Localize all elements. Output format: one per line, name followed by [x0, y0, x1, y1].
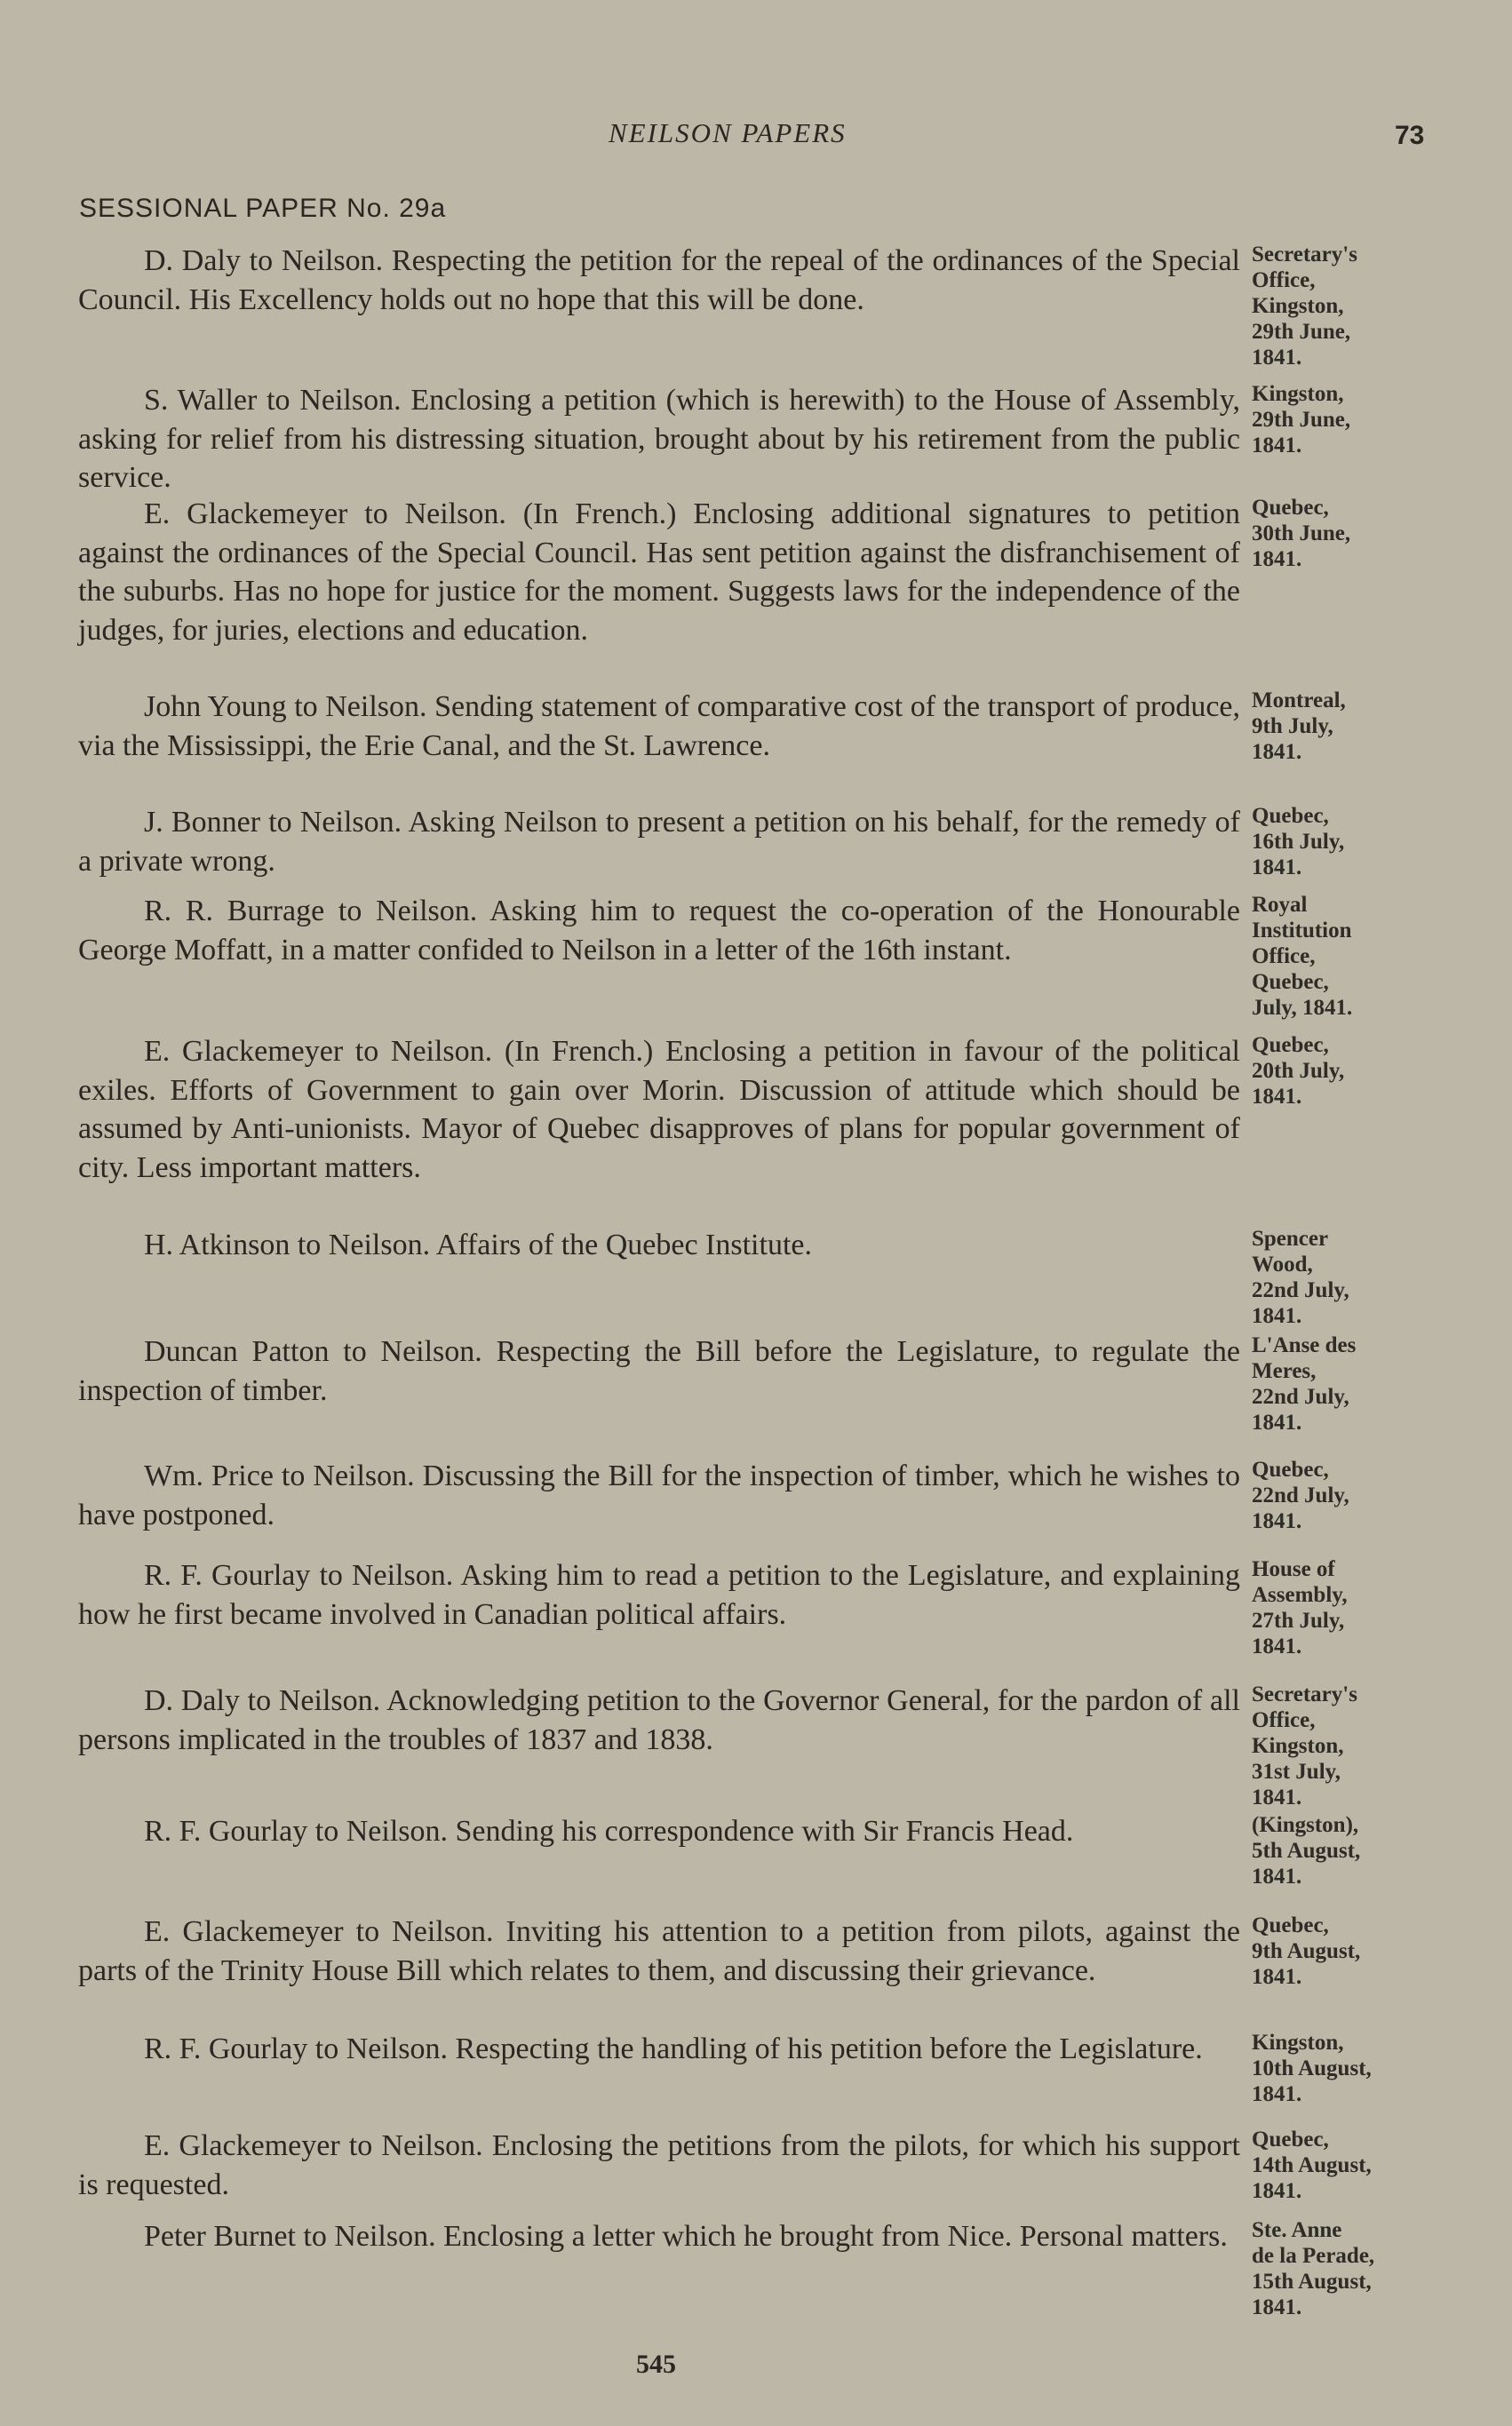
- side-line: 22nd July,: [1252, 1483, 1349, 1507]
- side-line: 30th June,: [1252, 521, 1351, 545]
- side-line: 1841.: [1252, 2082, 1302, 2106]
- side-line: Secretary's: [1252, 243, 1357, 266]
- side-line: 29th June,: [1252, 320, 1351, 344]
- entry-place-date: [1252, 688, 1465, 765]
- side-line: 1841.: [1252, 547, 1302, 571]
- side-line: 14th August,: [1252, 2153, 1372, 2177]
- side-line: Quebec,: [1252, 970, 1329, 994]
- side-line: Assembly,: [1252, 1583, 1348, 1607]
- side-line: Wood,: [1252, 1253, 1313, 1277]
- entry-place-date: [1252, 1812, 1465, 1889]
- side-line: L'Anse des: [1252, 1333, 1357, 1357]
- side-line: 1841.: [1252, 1865, 1302, 1889]
- side-line: Secretary's: [1252, 1682, 1357, 1706]
- side-line: 1841.: [1252, 1411, 1302, 1435]
- side-line: 1841.: [1252, 740, 1302, 764]
- entry-text: John Young to Neilson. Sending statement of comparative cost of the transport of produce, via the Mississippi, the Erie Canal, and the St. Lawrence.: [78, 690, 1240, 762]
- side-line: 22nd July,: [1252, 1278, 1349, 1302]
- entry-text: J. Bonner to Neilson. Asking Neilson to present a petition on his behalf, for the remedy of a private wrong.: [78, 806, 1240, 878]
- side-line: Quebec,: [1252, 1913, 1329, 1937]
- entry-text: H. Atkinson to Neilson. Affairs of the Quebec Institute.: [144, 1229, 812, 1261]
- side-line: Kingston,: [1252, 2031, 1344, 2055]
- side-line: Spencer: [1252, 1227, 1329, 1251]
- side-line: 9th July,: [1252, 714, 1333, 738]
- entry-place-date: [1252, 1332, 1465, 1436]
- side-line: 1841.: [1252, 2295, 1302, 2319]
- side-line: 1841.: [1252, 346, 1302, 370]
- side-line: 9th August,: [1252, 1939, 1361, 1963]
- side-line: Office,: [1252, 1708, 1316, 1732]
- side-line: 29th June,: [1252, 408, 1351, 432]
- entry-place-date: [1252, 381, 1465, 458]
- running-head: [0, 117, 1512, 158]
- sessional-paper-label: SESSIONAL PAPER No. 29a: [79, 194, 447, 223]
- side-line: Kingston,: [1252, 294, 1344, 318]
- entry-text: Peter Burnet to Neilson. Enclosing a letter which he brought from Nice. Personal matters.: [144, 2220, 1228, 2253]
- side-line: 22nd July,: [1252, 1385, 1349, 1409]
- entry-place-date: [1252, 1457, 1465, 1534]
- entry-place-date: [1252, 892, 1465, 1021]
- entry-text: E. Glackemeyer to Neilson. Enclosing the petitions from the pilots, for which his support is requested.: [78, 2129, 1240, 2201]
- entry-text: E. Glackemeyer to Neilson. (In French.) Enclosing additional signatures to petition against the ordinances of the Special Council. Has sent petition against the disfranchisement of the suburbs. Has no hope for justice for the moment. Suggests laws for the independence of the judges, for juries, elections and education.: [78, 497, 1240, 647]
- side-line: 1841.: [1252, 2179, 1302, 2203]
- side-line: Ste. Anne: [1252, 2218, 1342, 2242]
- side-line: Institution: [1252, 919, 1352, 943]
- side-line: 1841.: [1252, 1085, 1302, 1109]
- side-line: 27th July,: [1252, 1609, 1345, 1633]
- side-line: 1841.: [1252, 433, 1302, 457]
- entry-text: D. Daly to Neilson. Acknowledging petition to the Governor General, for the pardon of all persons implicated in the troubles of 1837 and 1838.: [78, 1684, 1240, 1756]
- side-line: Office,: [1252, 268, 1316, 292]
- entry-text: E. Glackemeyer to Neilson. Inviting his attention to a petition from pilots, against the parts of the Trinity House Bill which relates to them, and discussing their grievance.: [78, 1915, 1240, 1987]
- entry-text: R. R. Burrage to Neilson. Asking him to request the co-operation of the Honourable George Moffatt, in a matter confided to Neilson in a letter of the 16th instant.: [78, 895, 1240, 966]
- side-line: House of: [1252, 1557, 1335, 1581]
- entry-place-date: [1252, 1913, 1465, 1990]
- page-number: 73: [1395, 121, 1425, 150]
- entry-text: R. F. Gourlay to Neilson. Respecting the handling of his petition before the Legislature.: [144, 2032, 1203, 2065]
- side-line: 1841.: [1252, 855, 1302, 879]
- entry-place-date: [1252, 242, 1465, 370]
- side-line: Kingston,: [1252, 382, 1344, 406]
- side-line: Quebec,: [1252, 804, 1329, 828]
- entry-place-date: [1252, 1556, 1465, 1659]
- entry-text: S. Waller to Neilson. Enclosing a petition (which is herewith) to the House of Assembly, asking for relief from his distressing situation, brought about by his retirement from the public service.: [78, 384, 1240, 494]
- entry-text: E. Glackemeyer to Neilson. (In French.) Enclosing a petition in favour of the political exiles. Efforts of Government to gain over Morin. Discussion of attitude which should be assumed by Anti-unionists. Mayor of Quebec disapproves of plans for popular government of city. Less important matters.: [78, 1035, 1240, 1184]
- side-line: 1841.: [1252, 1304, 1302, 1328]
- side-line: Quebec,: [1252, 1458, 1329, 1482]
- footer-page-number: 545: [636, 2350, 676, 2379]
- side-line: 1841.: [1252, 1635, 1302, 1658]
- side-line: Montreal,: [1252, 688, 1346, 712]
- side-line: Kingston,: [1252, 1734, 1344, 1758]
- entry-place-date: [1252, 1682, 1465, 1810]
- side-line: Quebec,: [1252, 2128, 1329, 2152]
- side-line: 1841.: [1252, 1509, 1302, 1533]
- side-line: 15th August,: [1252, 2270, 1372, 2294]
- side-line: 16th July,: [1252, 830, 1345, 854]
- side-line: Meres,: [1252, 1359, 1317, 1383]
- entry-place-date: [1252, 1226, 1465, 1329]
- side-line: Office,: [1252, 944, 1316, 968]
- entry-text: R. F. Gourlay to Neilson. Asking him to read a petition to the Legislature, and explaining how he first became involved in Canadian political affairs.: [78, 1559, 1240, 1631]
- side-line: 20th July,: [1252, 1059, 1345, 1083]
- entry-place-date: [1252, 2030, 1465, 2107]
- entry-text: Duncan Patton to Neilson. Respecting the Bill before the Legislature, to regulate the inspection of timber.: [78, 1335, 1240, 1407]
- entry-text: D. Daly to Neilson. Respecting the petition for the repeal of the ordinances of the Special Council. His Excellency holds out no hope that this will be done.: [78, 244, 1240, 316]
- side-line: 5th August,: [1252, 1839, 1361, 1863]
- side-line: (Kingston),: [1252, 1813, 1359, 1837]
- entry-place-date: [1252, 2127, 1465, 2204]
- side-line: 1841.: [1252, 1965, 1302, 1989]
- entry-text: Wm. Price to Neilson. Discussing the Bill for the inspection of timber, which he wishes to have postponed.: [78, 1460, 1240, 1531]
- entry-place-date: [1252, 495, 1465, 572]
- entry-text: R. F. Gourlay to Neilson. Sending his correspondence with Sir Francis Head.: [144, 1815, 1074, 1848]
- entry-place-date: [1252, 2217, 1465, 2320]
- side-line: 10th August,: [1252, 2056, 1372, 2080]
- side-line: de la Perade,: [1252, 2244, 1375, 2268]
- side-line: Quebec,: [1252, 496, 1329, 520]
- side-line: Royal: [1252, 893, 1308, 917]
- running-title: NEILSON PAPERS: [609, 117, 847, 148]
- side-line: July, 1841.: [1252, 996, 1353, 1020]
- entry-place-date: [1252, 803, 1465, 880]
- side-line: 31st July,: [1252, 1760, 1341, 1784]
- side-line: Quebec,: [1252, 1033, 1329, 1057]
- entry-place-date: [1252, 1032, 1465, 1110]
- side-line: 1841.: [1252, 1786, 1302, 1810]
